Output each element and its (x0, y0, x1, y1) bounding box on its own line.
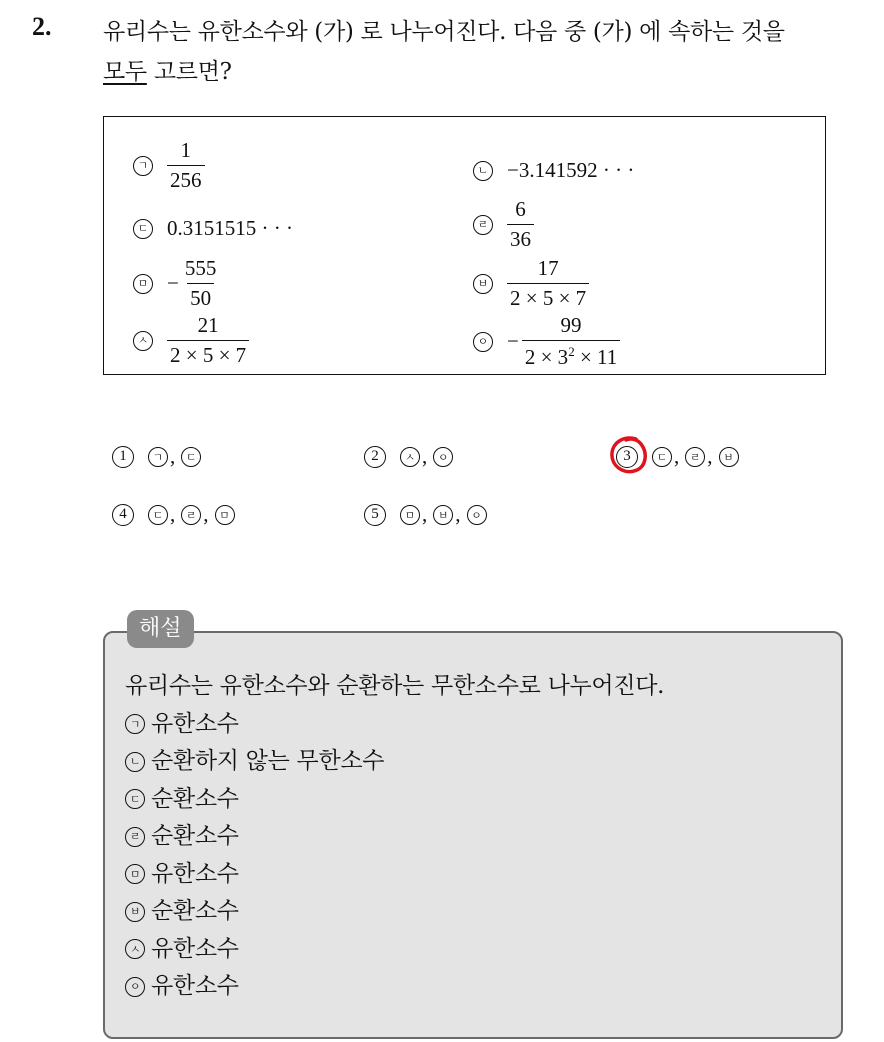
item-text: 유한소수 (151, 860, 239, 887)
option-marker: ㅁ (133, 274, 153, 294)
item-marker: ㄹ (125, 827, 145, 847)
answer-number: 1 (112, 446, 134, 468)
option-siot (133, 315, 249, 366)
denominator: 2 × 5 × 7 (507, 283, 589, 309)
item-marker: ㄱ (125, 714, 145, 734)
item-text: 순환하지 않는 무한소수 (151, 748, 385, 774)
option-marker: ㄹ (473, 215, 493, 235)
explanation-item (125, 818, 664, 856)
denominator: 256 (167, 165, 205, 191)
answer-number: 4 (112, 504, 134, 526)
fraction (182, 258, 220, 309)
answer-choice-4[interactable]: 4 ㄷ , ㄹ , ㅁ (112, 502, 235, 527)
fraction (507, 199, 534, 250)
option-marker: ㄴ (473, 161, 493, 181)
item-marker: ㅂ (125, 902, 145, 922)
denominator: 36 (507, 224, 534, 250)
fraction (522, 315, 620, 368)
option-mieum (133, 258, 219, 309)
answer-mark: ㅁ (400, 505, 420, 525)
option-marker: ㅇ (473, 332, 493, 352)
answer-choice-2[interactable]: 2 ㅅ , ㅇ (364, 444, 453, 469)
answer-choice-1[interactable]: 1 ㄱ , ㄷ (112, 444, 201, 469)
explanation-item (125, 706, 664, 744)
option-value: −3.141592 · · · (507, 158, 635, 182)
denominator: 2 × 5 × 7 (167, 340, 249, 366)
denominator: 50 (187, 283, 214, 309)
exponent: 2 (568, 344, 575, 359)
question-text-part1: 유리수는 유한소수와 (가) 로 나누어진다. 다음 중 (가) 에 속하는 것을 (103, 19, 785, 45)
question-text (103, 12, 873, 92)
option-marker: ㅅ (133, 331, 153, 351)
question-text-part2: 고르면? (146, 59, 232, 85)
answer-mark: ㄹ (181, 505, 201, 525)
answer-mark: ㄷ (181, 447, 201, 467)
item-text: 유한소수 (151, 935, 239, 962)
question-number: 2. (32, 12, 52, 41)
answer-number: 5 (364, 504, 386, 526)
explanation-item (125, 931, 664, 969)
numerator: 17 (537, 256, 559, 280)
answer-mark: ㄷ (148, 505, 168, 525)
explanation-item (125, 781, 664, 819)
answer-number: 3 (616, 446, 638, 468)
numerator: 21 (197, 313, 219, 337)
option-marker: ㄷ (133, 219, 153, 239)
answer-choice-3[interactable]: 3 ㄷ , ㄹ , ㅂ (616, 444, 739, 469)
answer-mark: ㅇ (467, 505, 487, 525)
fraction (507, 258, 589, 309)
item-marker: ㅁ (125, 864, 145, 884)
explanation-item (125, 856, 664, 894)
denominator-base: 2 × 3 (524, 345, 569, 369)
option-marker: ㄱ (133, 156, 153, 176)
denominator (522, 340, 620, 368)
answer-mark: ㅂ (719, 447, 739, 467)
denominator-tail: × 11 (574, 345, 618, 369)
explanation-item (125, 893, 664, 931)
option-marker: ㅂ (473, 274, 493, 294)
item-marker: ㄴ (125, 752, 145, 772)
answer-mark: ㄱ (148, 447, 168, 467)
answer-mark: ㅁ (215, 505, 235, 525)
item-text: 순환소수 (151, 898, 239, 924)
numerator: 1 (180, 138, 191, 162)
item-text: 유한소수 (151, 973, 239, 999)
option-nieun (473, 158, 634, 183)
option-bieup (473, 258, 589, 309)
item-text: 순환소수 (151, 823, 239, 849)
fraction (167, 140, 205, 191)
fraction (167, 315, 249, 366)
answer-mark: ㄹ (685, 447, 705, 467)
option-rieul (473, 199, 534, 250)
answer-mark: ㅇ (433, 447, 453, 467)
negative-sign: − (167, 271, 179, 295)
item-marker: ㅅ (125, 939, 145, 959)
answer-choice-5[interactable]: 5 ㅁ , ㅂ , ㅇ (364, 502, 487, 527)
item-text: 유한소수 (151, 710, 239, 737)
answer-number: 2 (364, 446, 386, 468)
answer-mark: ㅅ (400, 447, 420, 467)
item-marker: ㅇ (125, 977, 145, 997)
negative-sign: − (507, 329, 519, 353)
option-digeut (133, 216, 293, 241)
answer-mark: ㅂ (433, 505, 453, 525)
option-value: 0.3151515 · · · (167, 216, 293, 240)
option-ieung (473, 315, 620, 368)
answer-mark: ㄷ (652, 447, 672, 467)
numerator: 99 (560, 313, 582, 337)
question-underlined-word: 모두 (103, 59, 147, 85)
option-giyeok (133, 140, 205, 191)
explanation-tag: 해설 (127, 610, 194, 648)
numerator: 6 (515, 197, 526, 221)
item-text: 순환소수 (151, 785, 239, 812)
numerator: 555 (184, 256, 217, 280)
explanation-content (125, 668, 664, 1006)
explanation-intro: 유리수는 유한소수와 순환하는 무한소수로 나누어진다. (125, 673, 665, 699)
explanation-item (125, 743, 664, 781)
explanation-item (125, 968, 664, 1006)
item-marker: ㄷ (125, 789, 145, 809)
selected-answer-circle-icon (606, 433, 650, 477)
